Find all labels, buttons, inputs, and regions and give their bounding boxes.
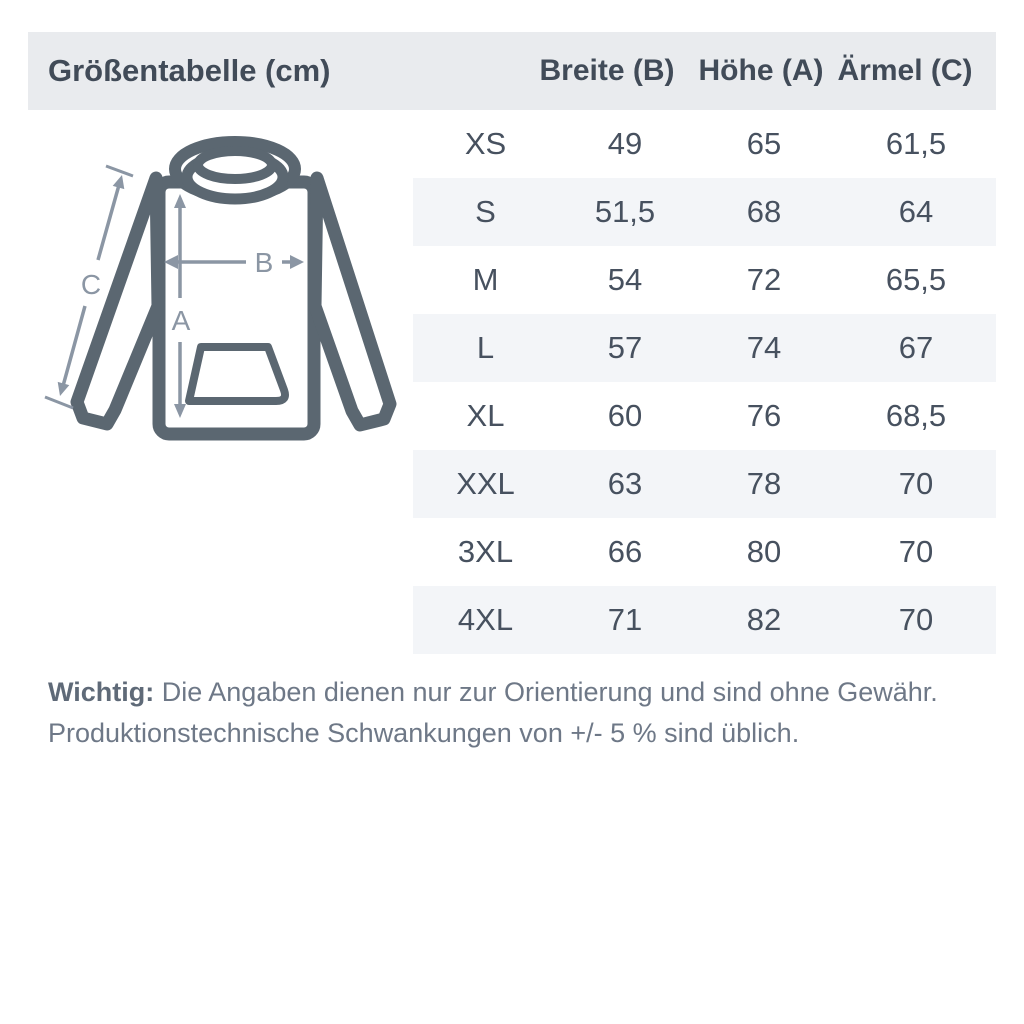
breite-value: 66: [607, 534, 643, 569]
hoehe-value: 76: [746, 398, 782, 433]
breite-value: 57: [607, 330, 643, 365]
breite-value: 49: [607, 126, 643, 161]
aermel-value: 70: [898, 534, 934, 569]
aermel-value: 68,5: [885, 398, 947, 433]
breite-value: 54: [607, 262, 643, 297]
measure-c-tick-bottom: [45, 397, 73, 408]
table-row: [413, 178, 996, 246]
size-label: XXL: [456, 466, 515, 501]
size-label: 4XL: [457, 602, 514, 637]
table-header: [28, 32, 996, 110]
table-row: [413, 450, 996, 518]
breite-value: 63: [607, 466, 643, 501]
size-label: XL: [466, 398, 505, 433]
size-label: 3XL: [457, 534, 514, 569]
measure-c-tick-top: [106, 166, 133, 176]
disclaimer-note: [48, 672, 978, 754]
table-row: [413, 382, 996, 450]
hoehe-value: 80: [746, 534, 782, 569]
column-header-aermel: Ärmel (C): [837, 54, 973, 87]
size-table-rows: [413, 110, 996, 654]
hoodie-pocket: [189, 347, 285, 401]
size-label: M: [472, 262, 499, 297]
aermel-value: 70: [898, 602, 934, 637]
aermel-value: 64: [898, 194, 934, 229]
page-title: Größentabelle (cm): [48, 53, 331, 88]
table-row: [413, 586, 996, 654]
label-c: C: [80, 269, 102, 300]
hoehe-value: 68: [746, 194, 782, 229]
hoehe-value: 82: [746, 602, 782, 637]
breite-value: 71: [607, 602, 643, 637]
size-label: S: [475, 194, 496, 229]
hoodie-right-sleeve: [315, 178, 390, 425]
hoodie-hood-opening: [198, 151, 272, 179]
note-line1: Die Angaben dienen nur zur Orientierung und sind ohne Gewähr.: [161, 677, 938, 707]
aermel-value: 61,5: [885, 126, 947, 161]
breite-value: 60: [607, 398, 643, 433]
table-row: [413, 518, 996, 586]
size-label: L: [476, 330, 495, 365]
label-a: A: [171, 305, 191, 336]
table-row: [413, 246, 996, 314]
hoehe-value: 74: [746, 330, 782, 365]
hoodie-left-sleeve: [77, 178, 158, 424]
hoehe-value: 72: [746, 262, 782, 297]
aermel-value: 65,5: [885, 262, 947, 297]
measure-c-line: [98, 185, 119, 260]
table-row: [413, 110, 996, 178]
hoehe-value: 78: [746, 466, 782, 501]
size-label: XS: [464, 126, 507, 161]
note-label: Wichtig:: [48, 677, 155, 707]
aermel-value: 70: [898, 466, 934, 501]
hoehe-value: 65: [746, 126, 782, 161]
hoodie-diagram: [40, 120, 420, 460]
column-header-hoehe: Höhe (A): [698, 54, 824, 87]
note-line2: Produktionstechnische Schwankungen von +/- 5 % sind üblich.: [48, 718, 800, 748]
breite-value: 51,5: [594, 194, 656, 229]
column-header-breite: Breite (B): [539, 54, 675, 87]
table-row: [413, 314, 996, 382]
label-b: B: [254, 247, 274, 278]
aermel-value: 67: [898, 330, 934, 365]
